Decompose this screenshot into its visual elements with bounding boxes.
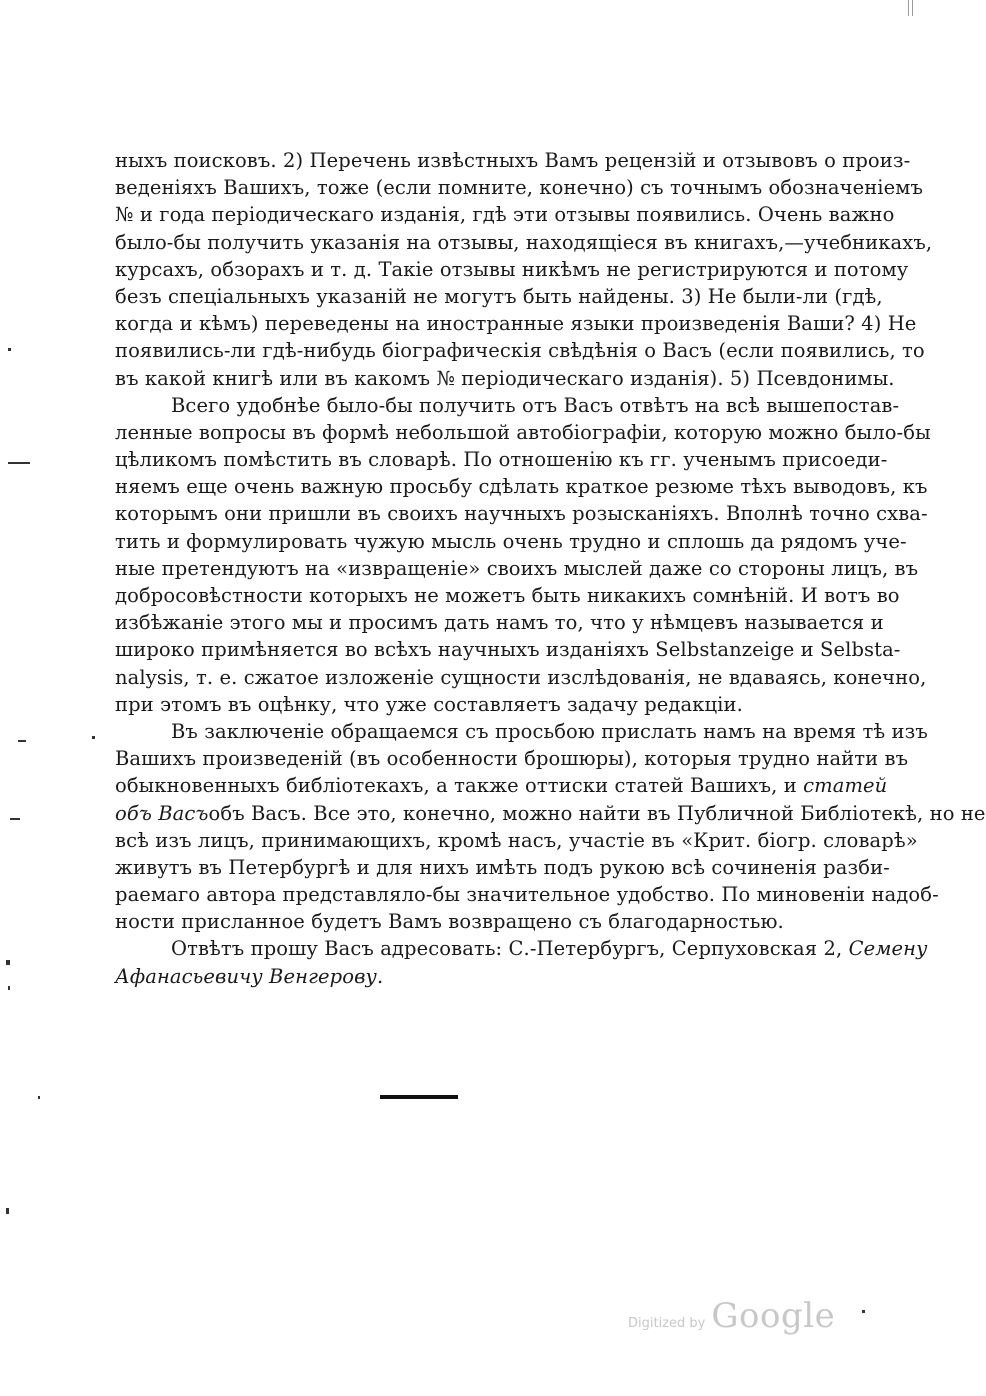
scan-speck	[8, 462, 30, 464]
scan-speck	[92, 736, 95, 739]
scan-speck	[6, 1208, 9, 1214]
text-line: избѣжаніе этого мы и просимъ дать намъ то, что у нѣмцевъ называется и	[115, 611, 884, 635]
scan-speck	[18, 740, 26, 742]
text-line: когда и кѣмъ) переведены на иностранные языки произведенія Ваши? 4) Не	[115, 312, 917, 336]
text-line: Въ заключеніе обращаемся съ просьбою прислать намъ на время тѣ изъ	[171, 719, 928, 743]
scan-speck	[38, 1096, 40, 1099]
text-line: всѣ изъ лицъ, принимающихъ, кромѣ насъ, участіе въ «Крит. біогр. словарѣ»	[115, 828, 918, 852]
text-line: появились-ли гдѣ-нибудь біографическія свѣдѣнія о Васъ (если появились, то	[115, 339, 925, 363]
text-line: при этомъ въ оцѣнку, что уже составляетъ задачу редакціи.	[115, 692, 743, 716]
closing-line	[115, 935, 928, 962]
text-segment: объ Васъ. Все это, конечно, можно найти въ Публичной Библіотекѣ, но не	[208, 801, 986, 825]
text-line: раемаго автора представляло-бы значительное удобство. По миновеніи надоб-	[115, 883, 939, 907]
text-line: веденіяхъ Вашихъ, тоже (если помните, конечно) съ точнымъ обозначеніемъ	[115, 176, 924, 200]
text-line: № и года періодическаго изданія, гдѣ эти отзывы появились. Очень важно	[115, 203, 895, 227]
text-line: цѣликомъ помѣстить въ словарѣ. По отношенію къ гг. ученымъ присоеди-	[115, 448, 888, 472]
end-rule	[380, 1095, 458, 1099]
text-line: ности присланное будетъ Вамъ возвращено съ благодарностью.	[115, 910, 784, 934]
text-line: безъ спеціальныхъ указаній не могутъ быть найдены. 3) Не были-ли (гдѣ,	[115, 284, 883, 308]
text-line: Вашихъ произведеній (въ особенности брошюры), которыя трудно найти въ	[115, 747, 909, 771]
italic-phrase: статей	[803, 774, 888, 798]
text-line: ленные вопросы въ формѣ небольшой автобіографіи, которую можно было-бы	[115, 420, 931, 444]
closing-line	[115, 963, 803, 990]
text-line: тить и формулировать чужую мысль очень трудно и сплошь да рядомъ уче-	[115, 529, 907, 553]
text-line: Всего удобнѣе было-бы получить отъ Васъ отвѣтъ на всѣ вышепостав-	[171, 393, 900, 417]
google-logo: Google	[711, 1296, 836, 1336]
text-line-with-italic	[115, 800, 986, 827]
scan-speck	[8, 348, 11, 351]
text-line: добросовѣстности которыхъ не можетъ быть никакихъ сомнѣній. И вотъ во	[115, 584, 900, 607]
text-line: няемъ еще очень важную просьбу сдѣлать краткое резюме тѣхъ выводовъ, къ	[115, 475, 928, 499]
scan-speck	[862, 1310, 865, 1313]
italic-phrase: объ Васъ	[115, 801, 209, 825]
text-line: было-бы получить указанія на отзывы, находящіеся въ книгахъ,—учебникахъ,	[115, 230, 933, 254]
closing-lead: Отвѣтъ прошу Васъ адресовать: С.-Петербургъ, Серпуховская 2,	[171, 937, 843, 961]
text-line: ныхъ поисковъ. 2) Перечень извѣстныхъ Вамъ рецензій и отзывовъ о произ-	[115, 149, 911, 172]
text-line: которымъ они пришли въ своихъ научныхъ розысканіяхъ. Вполнѣ точно схва-	[115, 502, 928, 526]
text-line: nalysis, т. е. сжатое изложеніе сущности изслѣдованія, не вдаваясь, конечно,	[115, 665, 927, 689]
text-line: въ какой книгѣ или въ какомъ № періодическаго изданія). 5) Псевдонимы.	[115, 366, 895, 390]
text-line: широко примѣняется во всѣхъ научныхъ изданіяхъ Selbstanzeige и Selbsta-	[115, 638, 901, 662]
text-line: ные претендуютъ на «извращеніе» своихъ мыслей даже со стороны лицъ, въ	[115, 556, 919, 580]
text-line: живутъ въ Петербургѣ и для нихъ имѣть подъ рукою всѣ сочиненія разби-	[115, 855, 890, 879]
scan-speck	[10, 818, 20, 820]
digitized-watermark	[628, 1296, 835, 1336]
addressee-rest: Афанасьевичу Венгерову.	[115, 964, 384, 988]
body-text	[115, 147, 986, 990]
text-line-with-italic	[115, 772, 888, 799]
watermark-prefix: Digitized by	[628, 1316, 706, 1331]
text-line: курсахъ, обзорахъ и т. д. Такіе отзывы никѣмъ не регистрируются и потому	[115, 257, 909, 281]
addressee-first: Семену	[848, 937, 928, 961]
text-segment: обыкновенныхъ библіотекахъ, а также оттиски статей Вашихъ, и	[115, 774, 797, 798]
scan-speck	[8, 986, 10, 990]
scan-speck	[6, 960, 10, 965]
scan-corner-mark	[908, 0, 913, 16]
